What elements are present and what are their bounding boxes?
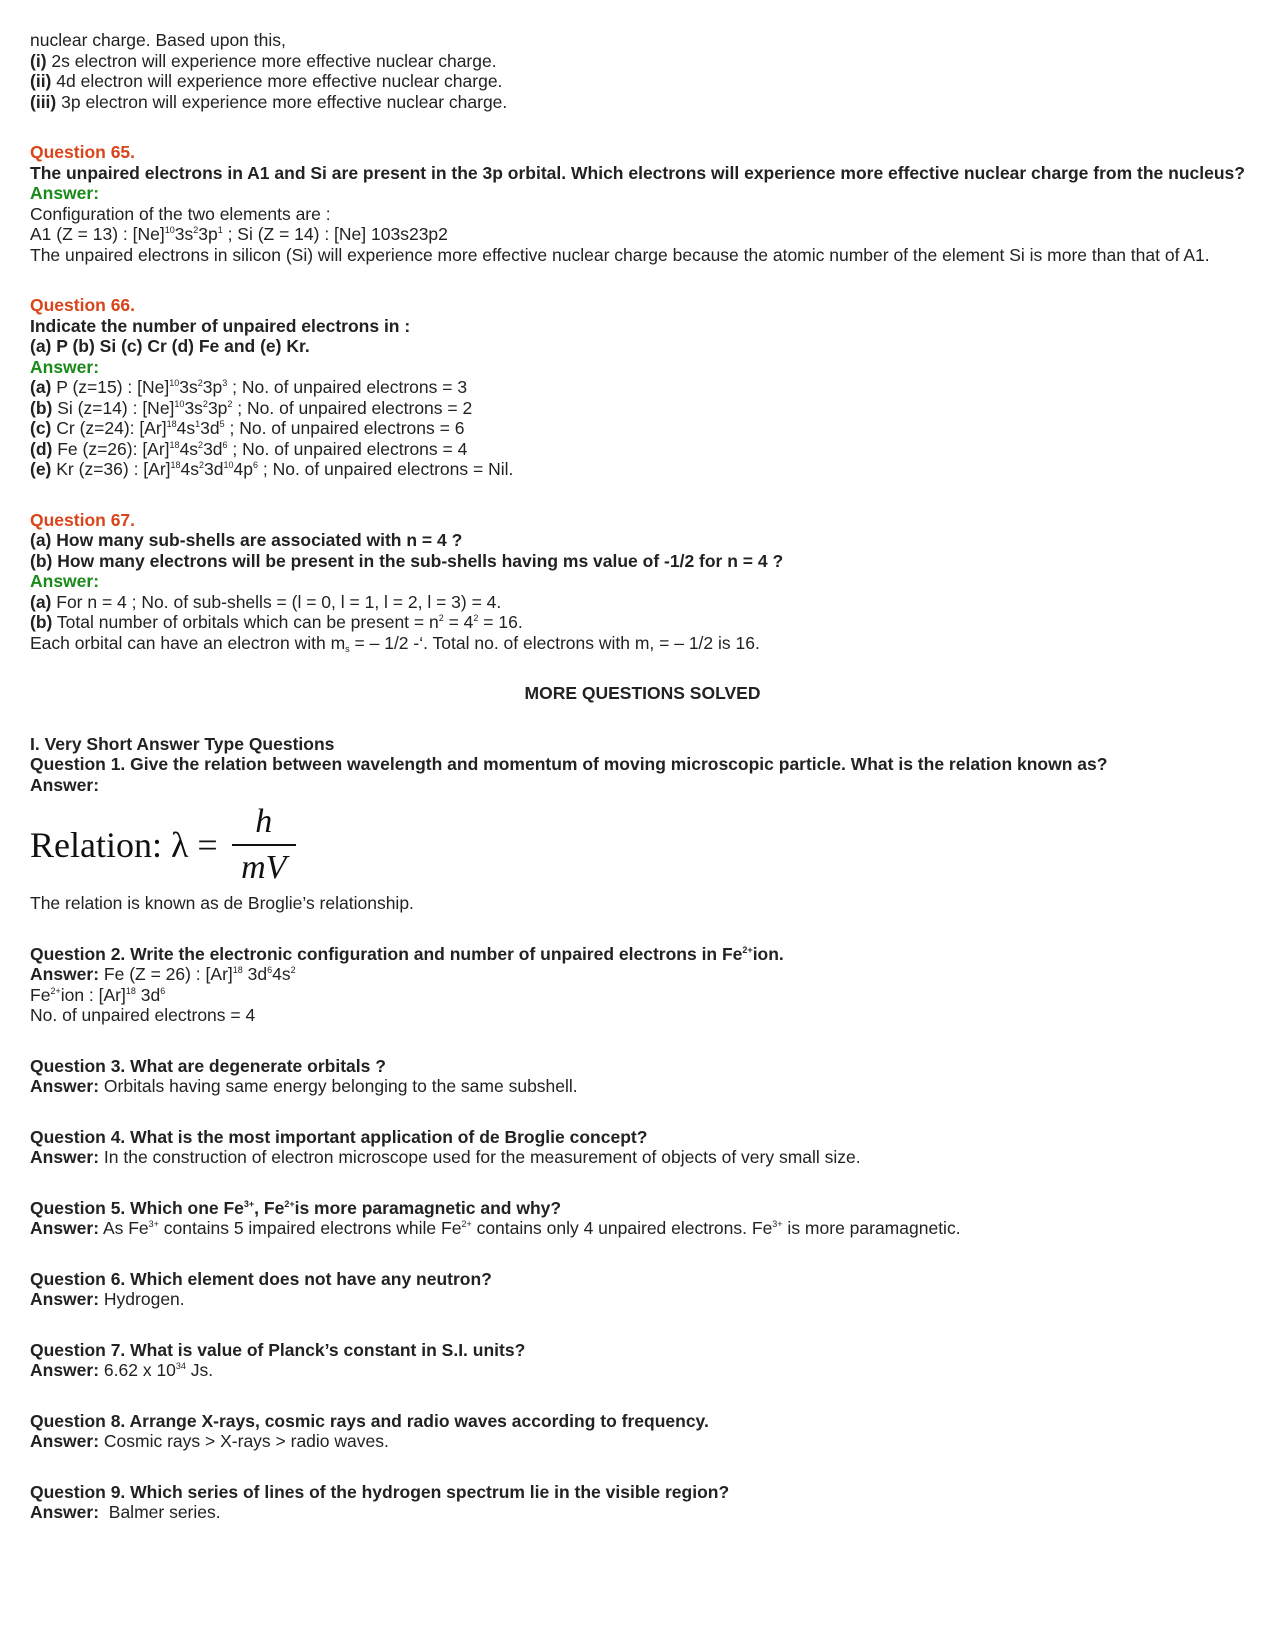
text-run: 2s electron will experience more effective nuclear charge.: [46, 50, 497, 71]
question-67: [30, 510, 1255, 654]
text-run: Si (z=14) : [Ne]: [52, 397, 175, 418]
more-question-9: [30, 1482, 1255, 1523]
answer-line: [30, 633, 1255, 654]
superscript: 2: [202, 398, 208, 409]
text-run: ; No. of unpaired electrons = 3: [227, 377, 468, 397]
text-run: ; No. of unpaired electrons = Nil.: [258, 459, 514, 479]
intro-line: [30, 51, 1255, 72]
text-run: Fe (z=26): [Ar]: [52, 438, 170, 459]
text-run: 6.62 x 10: [99, 1360, 176, 1380]
text-run: 3d: [203, 438, 223, 459]
text-run: (a): [30, 591, 52, 612]
question-text: (a) P (b) Si (c) Cr (d) Fe and (e) Kr.: [30, 336, 310, 356]
answer-label: Answer:: [30, 774, 100, 795]
text-run: 4d electron will experience more effective nuclear charge.: [51, 71, 503, 91]
fraction-bar: [232, 844, 296, 846]
text-run: Kr (z=36) : [Ar]: [51, 459, 171, 479]
superscript: 2: [227, 398, 233, 409]
text-run: (a): [30, 377, 52, 397]
subsection-heading: I. Very Short Answer Type Questions: [30, 733, 335, 754]
text-run: P (z=15) : [Ne]: [51, 377, 170, 397]
answer-line: [30, 418, 1255, 439]
text-run: Answer:: [30, 1218, 100, 1238]
text-run: Question 2. Write the electronic configuration and number of unpaired electrons in Fe: [30, 943, 743, 964]
superscript: 2+: [50, 985, 61, 996]
text-run: 3s: [184, 397, 203, 418]
answer-label: Answer:: [30, 1502, 100, 1522]
text-run: 3s: [174, 224, 194, 244]
question-text: Question 8. Arrange X-rays, cosmic rays and radio waves according to frequency.: [30, 1410, 709, 1431]
more-question-3: [30, 1056, 1255, 1097]
question-heading: Question 66.: [30, 295, 136, 315]
answer-text: In the construction of electron microscope used for the measurement of objects of very small size.: [99, 1147, 861, 1167]
superscript: 10: [223, 460, 234, 470]
more-question-2: [30, 944, 1255, 1026]
superscript: 18: [170, 460, 181, 470]
intro-line: [30, 30, 1255, 51]
superscript: 3: [222, 378, 228, 388]
superscript: 2: [199, 460, 205, 470]
text-run: 3p: [202, 377, 223, 397]
superscript: 2+: [461, 1219, 472, 1229]
text-run: 4p: [233, 459, 253, 479]
question-text: [30, 1198, 1255, 1219]
text-run: (b): [30, 397, 53, 418]
more-question-5: [30, 1198, 1255, 1239]
section-title: MORE QUESTIONS SOLVED: [524, 683, 761, 703]
answer-line: [30, 398, 1255, 419]
superscript: 2+: [742, 944, 753, 955]
superscript: 2: [198, 439, 204, 450]
question-text: [30, 944, 1255, 965]
text-run: contains 5 impaired electrons while Fe: [158, 1218, 462, 1238]
answer-line: [30, 592, 1255, 613]
superscript: 18: [166, 419, 177, 429]
answer-text: Orbitals having same energy belonging to the same subshell.: [99, 1076, 578, 1096]
text-run: A1 (Z = 13) : [Ne]: [30, 224, 165, 244]
text-run: (iii): [30, 91, 57, 112]
superscript: 1: [195, 419, 201, 429]
text-run: Fe (Z = 26) : [Ar]: [99, 964, 233, 984]
answer-label: Answer:: [30, 571, 100, 591]
text-run: Configuration of the two elements are :: [30, 203, 331, 224]
intro-block: [30, 30, 1255, 112]
superscript: 1: [217, 225, 223, 235]
more-question-7: [30, 1340, 1255, 1381]
superscript: 18: [169, 439, 180, 450]
text-run: (ii): [30, 71, 52, 91]
answer-line: [30, 1218, 1255, 1239]
text-run: 3d: [135, 984, 161, 1005]
superscript: 2: [438, 613, 444, 623]
question-65: [30, 142, 1255, 265]
question-text: Question 1. Give the relation between wavelength and momentum of moving microscopic particle. What is the relation known as?: [30, 754, 1108, 774]
text-run: (e): [30, 459, 52, 479]
answer-line: [30, 964, 1255, 985]
text-run: ; No. of unpaired electrons = 6: [224, 418, 465, 438]
superscript: 3+: [243, 1198, 255, 1209]
superscript: 34: [175, 1361, 186, 1371]
answer-text: Balmer series.: [99, 1502, 221, 1522]
text-run: Fe: [30, 984, 51, 1005]
answer-label: Answer:: [30, 1076, 100, 1096]
text-run: = – 1/2 -‘. Total no. of electrons with m, = – 1/2 is 16.: [349, 632, 760, 653]
formula-label: Relation: λ =: [30, 825, 218, 865]
document-page: [30, 30, 1255, 1523]
answer-text: The relation is known as de Broglie’s relationship.: [30, 893, 414, 913]
text-run: (b): [30, 612, 53, 632]
question-text: Question 4. What is the most important application of de Broglie concept?: [30, 1126, 648, 1147]
question-66: [30, 295, 1255, 480]
answer-label: Answer:: [30, 1431, 100, 1451]
text-run: 3p: [207, 397, 228, 418]
text-run: 3p: [198, 224, 218, 244]
superscript: 3+: [772, 1219, 783, 1229]
text-run: 3p electron will experience more effective nuclear charge.: [56, 91, 508, 112]
text-run: 4s: [176, 418, 196, 438]
text-run: ; No. of unpaired electrons = 4: [227, 438, 468, 459]
text-run: For n = 4 ; No. of sub-shells = (l = 0, l = 1, l = 2, l = 3) = 4.: [51, 591, 502, 612]
answer-label: Answer:: [30, 356, 100, 377]
question-heading: Question 67.: [30, 509, 136, 530]
answer-line: [30, 459, 1255, 480]
question-text: Indicate the number of unpaired electrons in :: [30, 315, 411, 336]
text-run: ; No. of unpaired electrons = 2: [232, 397, 473, 418]
formula-fraction: [232, 802, 296, 888]
text-run: 3s: [179, 377, 198, 397]
superscript: 6: [160, 985, 166, 996]
text-run: Answer:: [30, 1360, 100, 1380]
answer-line: [30, 224, 1255, 245]
superscript: 18: [232, 965, 243, 975]
text-run: 3d: [242, 964, 268, 984]
answer-label: Answer:: [30, 1147, 100, 1167]
question-text: (a) How many sub-shells are associated with n = 4 ?: [30, 530, 463, 550]
answer-conclusion: The unpaired electrons in silicon (Si) will experience more effective nuclear charge because the atomic number of the element Si is more than that of A1.: [30, 244, 1210, 265]
text-run: 4s: [180, 459, 200, 479]
text-run: Question 5. Which one Fe: [30, 1197, 244, 1218]
question-text: (b) How many electrons will be present in the sub-shells having ms value of -1/2 for n = 4 ?: [30, 550, 784, 571]
answer-line: [30, 204, 1255, 225]
question-text: Question 9. Which series of lines of the hydrogen spectrum lie in the visible region?: [30, 1481, 730, 1502]
text-run: Cr (z=24): [Ar]: [51, 418, 167, 438]
superscript: 10: [169, 378, 180, 388]
answer-label: Answer:: [30, 183, 100, 203]
superscript: 3+: [148, 1219, 159, 1229]
superscript: 6: [252, 460, 258, 470]
formula-denominator: mV: [241, 849, 287, 886]
text-run: Total number of orbitals which can be present = n: [52, 612, 439, 632]
answer-line: [30, 985, 1255, 1006]
text-run: 4s: [179, 438, 199, 459]
text-run: nuclear charge. Based upon this,: [30, 30, 286, 50]
text-run: Answer:: [30, 964, 100, 984]
question-heading: Question 65.: [30, 142, 136, 162]
subscript: s: [345, 643, 350, 654]
more-question-4: [30, 1127, 1255, 1168]
text-run: Js.: [185, 1360, 214, 1380]
more-question-6: [30, 1269, 1255, 1310]
superscript: 2: [473, 613, 479, 623]
text-run: 3d: [200, 418, 220, 438]
superscript: 2: [290, 965, 296, 975]
text-run: ion : [Ar]: [60, 984, 126, 1005]
text-run: , Fe: [254, 1197, 285, 1218]
de-broglie-formula: [30, 797, 1255, 893]
answer-text: Cosmic rays > X-rays > radio waves.: [99, 1431, 389, 1451]
more-question-1: [30, 754, 1255, 914]
superscript: 18: [125, 985, 136, 996]
question-text: Question 7. What is value of Planck’s constant in S.I. units?: [30, 1339, 526, 1360]
text-run: 4s: [272, 964, 291, 984]
intro-line: [30, 71, 1255, 92]
answer-line: [30, 439, 1255, 460]
superscript: 5: [219, 419, 225, 429]
text-run: (c): [30, 418, 52, 438]
superscript: 6: [222, 439, 228, 450]
question-text: Question 3. What are degenerate orbitals ?: [30, 1055, 386, 1076]
answer-line: [30, 377, 1255, 398]
text-run: = 4: [443, 612, 474, 632]
text-run: 3d: [204, 459, 224, 479]
superscript: 2: [193, 225, 199, 235]
text-run: Each orbital can have an electron with m: [30, 632, 346, 653]
text-run: ; Si (Z = 14) : [Ne] 103s23p2: [222, 224, 448, 244]
answer-label: Answer:: [30, 1289, 100, 1309]
text-run: is more paramagnetic and why?: [294, 1197, 562, 1218]
text-run: (i): [30, 50, 47, 71]
more-question-8: [30, 1411, 1255, 1452]
answer-line: [30, 612, 1255, 633]
answer-line: [30, 1005, 1255, 1026]
text-run: (d): [30, 438, 53, 459]
answer-text: Hydrogen.: [99, 1289, 185, 1309]
question-text: Question 6. Which element does not have any neutron?: [30, 1268, 492, 1289]
text-run: As Fe: [99, 1218, 149, 1238]
text-run: No. of unpaired electrons = 4: [30, 1005, 256, 1025]
superscript: 2+: [284, 1198, 295, 1209]
text-run: is more paramagnetic.: [782, 1218, 961, 1238]
formula-numerator: h: [255, 803, 273, 840]
superscript: 10: [174, 398, 185, 409]
intro-line: [30, 92, 1255, 113]
question-text: The unpaired electrons in A1 and Si are present in the 3p orbital. Which electrons will experience more effective nuclear charge from the nucleus?: [30, 162, 1245, 183]
superscript: 10: [164, 225, 175, 235]
superscript: 6: [267, 965, 273, 975]
text-run: = 16.: [478, 612, 523, 632]
text-run: ion.: [752, 943, 784, 964]
text-run: contains only 4 unpaired electrons. Fe: [471, 1218, 773, 1238]
superscript: 2: [197, 378, 203, 388]
answer-line: [30, 1360, 1255, 1381]
